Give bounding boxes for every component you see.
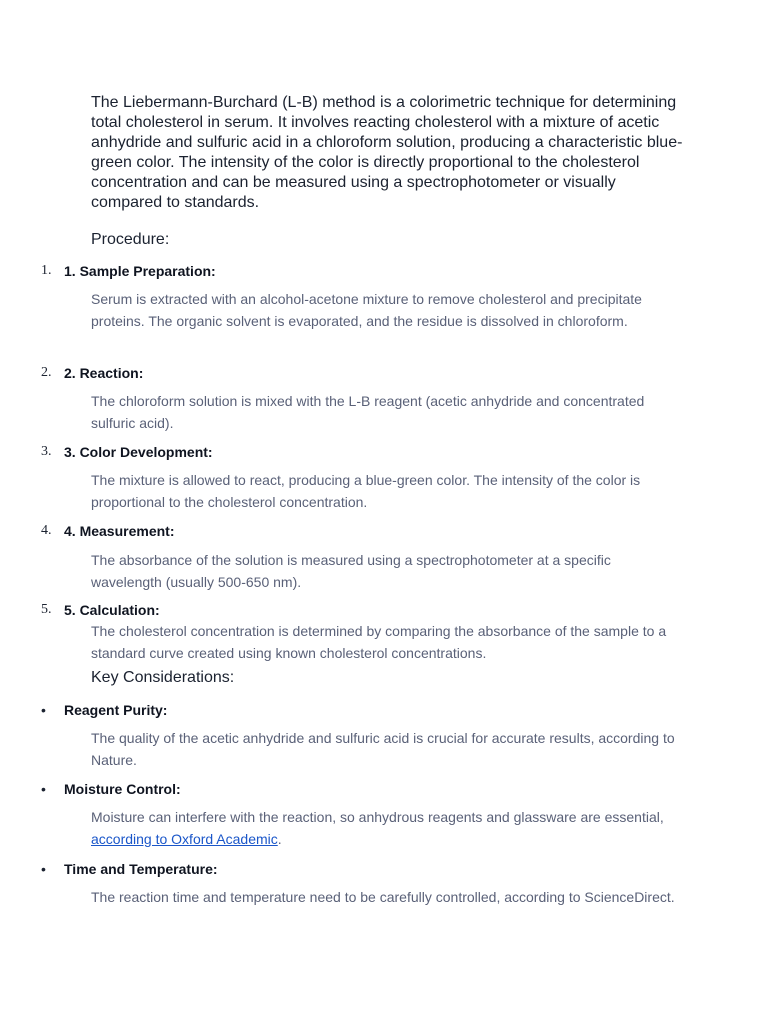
- list-number: 5.: [41, 602, 52, 617]
- step-title-sample-preparation: 1. Sample Preparation:: [64, 263, 216, 279]
- moisture-control-text: Moisture can interfere with the reaction, so anhydrous reagents and glassware are essential,: [91, 809, 664, 825]
- moisture-control-text-end: .: [277, 830, 282, 847]
- step-text-calculation: The cholesterol concentration is determined by comparing the absorbance of the sample to a standard curve created using known cholesterol concentrations.: [91, 623, 667, 661]
- step-title-measurement: 4. Measurement:: [64, 523, 175, 539]
- list-number: 1.: [41, 263, 52, 278]
- bullet-marker: •: [41, 781, 46, 797]
- step-text-measurement: The absorbance of the solution is measured using a spectrophotometer at a specific wavelength (usually 500-650 nm).: [91, 552, 611, 590]
- consideration-text-moisture-control: [91, 807, 681, 850]
- list-number: 4.: [41, 523, 52, 538]
- step-text-sample-preparation: Serum is extracted with an alcohol-acetone mixture to remove cholesterol and precipitate proteins. The organic solvent is evaporated, and the residue is dissolved in chloroform.: [91, 291, 642, 329]
- consideration-title-moisture-control: Moisture Control:: [64, 781, 181, 797]
- step-title-calculation: 5. Calculation:: [64, 602, 160, 618]
- oxford-academic-link[interactable]: according to Oxford Academic: [91, 830, 278, 847]
- consideration-title-time-temperature: Time and Temperature:: [64, 861, 218, 877]
- list-number: 3.: [41, 444, 52, 459]
- consideration-text-reagent-purity: The quality of the acetic anhydride and sulfuric acid is crucial for accurate results, according to Nature.: [91, 730, 675, 768]
- procedure-heading: Procedure:: [91, 231, 170, 248]
- bullet-marker: •: [41, 861, 46, 877]
- bullet-marker: •: [41, 702, 46, 718]
- consideration-title-reagent-purity: Reagent Purity:: [64, 702, 168, 718]
- step-text-reaction: The chloroform solution is mixed with the L-B reagent (acetic anhydride and concentrated sulfuric acid).: [91, 393, 645, 431]
- list-number: 2.: [41, 365, 52, 380]
- step-title-color-development: 3. Color Development:: [64, 444, 213, 460]
- step-title-reaction: 2. Reaction:: [64, 365, 144, 381]
- consideration-text-time-temperature: The reaction time and temperature need to be carefully controlled, according to ScienceDirect.: [91, 889, 675, 905]
- step-text-color-development: The mixture is allowed to react, producing a blue-green color. The intensity of the color is proportional to the cholesterol concentration.: [91, 472, 641, 510]
- key-considerations-heading: Key Considerations:: [91, 669, 235, 686]
- intro-paragraph: The Liebermann-Burchard (L-B) method is a colorimetric technique for determining total cholesterol in serum. It involves reacting cholesterol with a mixture of acetic anhydride and sulfuric acid in a chloroform solution, producing a characteristic blue-green color. The intensity of the color is directly proportional to the cholesterol concentration and can be measured using a spectrophotometer or visually compared to standards.: [91, 94, 683, 211]
